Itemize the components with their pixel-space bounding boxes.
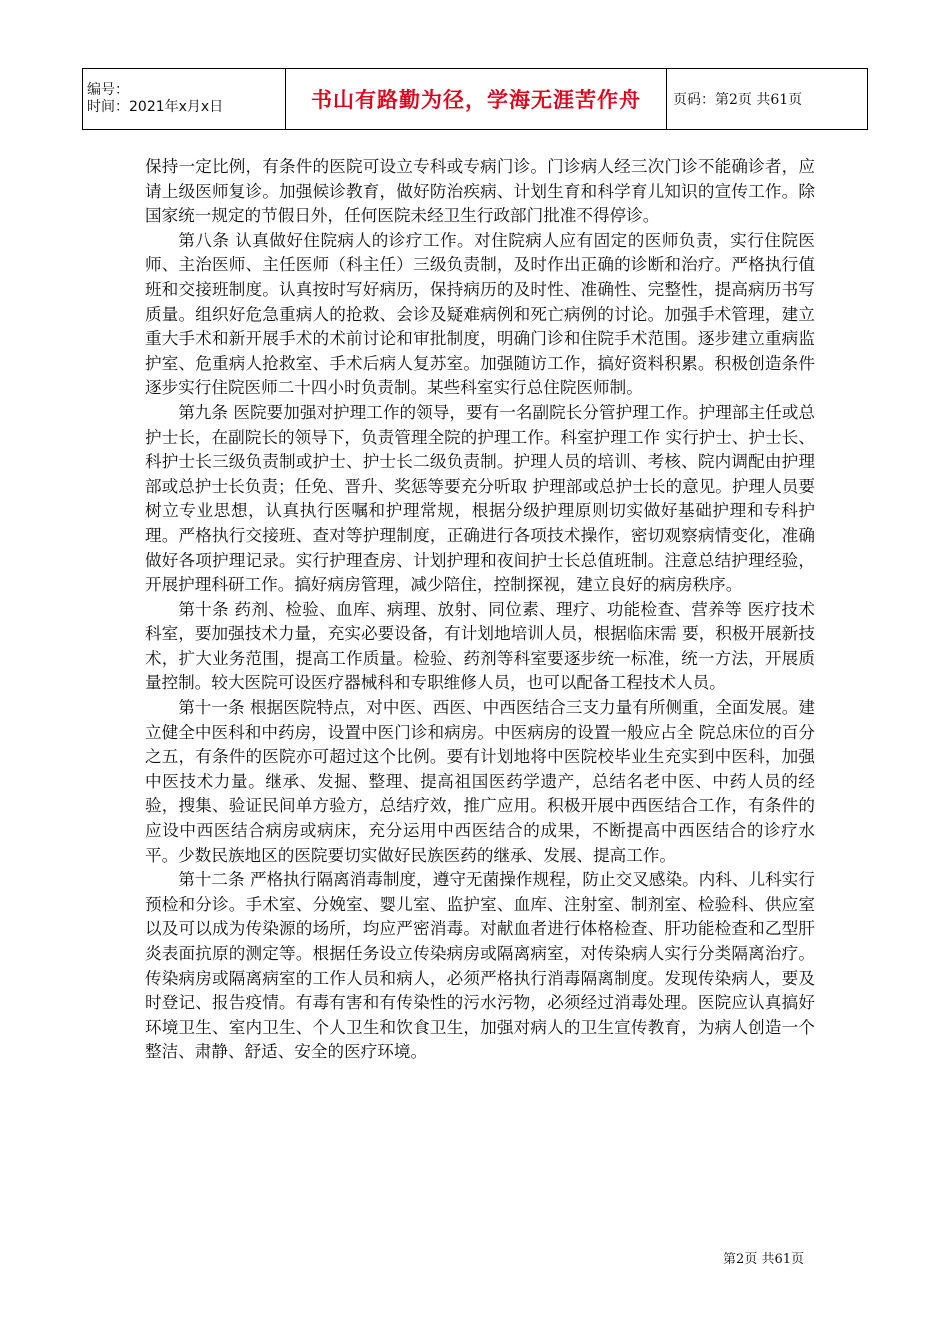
page-header [82, 68, 868, 130]
paragraph: 保持一定比例，有条件的医院可设立专科或专病门诊。门诊病人经三次门诊不能确诊者，应请上级医师复诊。加强候诊教育，做好防治疾病、计划生育和科学育儿知识的宣传工作。除国家统一规定的节假日外，任何医院未经卫生行政部门批准不得停诊。 [145, 157, 815, 226]
paragraph: 第十一条 根据医院特点，对中医、西医、中西医结合三支力量有所侧重，全面发展。建立健全中医科和中药房，设置中医门诊和病房。中医病房的设置一般应占全 院总床位的百分之五，有条件的医院亦可超过这个比例。要有计划地将中医院校毕业生充实到中医科，加强中医技术力量。继承、发掘、整理、提高祖国医药学遗产，总结名老中医、中药人员的经验，搜集、验证民间单方验方，总结疗效，推广应用。积极开展中西医结合工作，有条件的应设中西医结合病房或病床，充分运用中西医结合的成果，不断提高中西医结合的诊疗水平。少数民族地区的医院要切实做好民族医药的继承、发展、提高工作。 [145, 698, 815, 865]
header-meta [83, 69, 286, 130]
page-footer: 第2页 共61页 [723, 1252, 804, 1267]
paragraph: 第八条 认真做好住院病人的诊疗工作。对住院病人应有固定的医师负责，实行住院医师、主治医师、主任医师（科主任）三级负责制，及时作出正确的诊断和治疗。严格执行值班和交接班制度。认真按时写好病历，保持病历的及时性、准确性、完整性，提高病历书写质量。组织好危急重病人的抢救、会诊及疑难病例和死亡病例的讨论。加强手术管理，建立重大手术和新开展手术的术前讨论和审批制度，明确门诊和住院手术范围。逐步建立重病监护室、危重病人抢救室、手术后病人复苏室。加强随访工作，搞好资料积累。积极创造条件逐步实行住院医师二十四小时负责制。某些科室实行总住院医师制。 [145, 230, 815, 398]
header-page-info: 页码：第2页 共61页 [667, 69, 868, 130]
doc-time-label: 时间：2021年x月x日 [87, 99, 224, 115]
header-motto: 书山有路勤为径，学海无涯苦作舟 [286, 69, 667, 130]
paragraph: 第十二条 严格执行隔离消毒制度，遵守无菌操作规程，防止交叉感染。内科、儿科实行预检和分诊。手术室、分娩室、婴儿室、监护室、血库、注射室、制剂室、检验科、供应室以及可以成为传染源的场所，均应严密消毒。对献血者进行体格检查、肝功能检查和乙型肝炎表面抗原的测定等。根据任务设立传染病房或隔离病室，对传染病人实行分类隔离治疗。传染病房或隔离病室的工作人员和病人，必须严格执行消毒隔离制度。发现传染病人，要及时登记、报告疫情。有毒有害和有传染性的污水污物，必须经过消毒处理。医院应认真搞好环境卫生、室内卫生、个人卫生和饮食卫生，加强对病人的卫生宣传教育，为病人创造一个整洁、肃静、舒适、安全的医疗环境。 [145, 870, 815, 1062]
paragraph: 第十条 药剂、检验、血库、病理、放射、同位素、理疗、功能检查、营养等 医疗技术科室，要加强技术力量，充实必要设备，有计划地培训人员，根据临床需 要，积极开展新技术，扩大业务范围，提高工作质量。检验、药剂等科室要逐步统一标准，统一方法，开展质量控制。较大医院可设医疗器械科和专职维修人员，也可以配备工程技术人员。 [145, 599, 815, 693]
paragraph: 第九条 医院要加强对护理工作的领导，要有一名副院长分管护理工作。护理部主任或总护士长，在副院长的领导下，负责管理全院的护理工作。科室护理工作 实行护士、护士长、科护士长三级负责制或护士、护士长二级负责制。护理人员的培训、考核、院内调配由护理部或总护士长负责；任免、晋升、奖惩等要充分听取 护理部或总护士长的意见。护理人员要树立专业思想，认真执行医嘱和护理常规，根据分级护理原则切实做好基础护理和专科护理。严格执行交接班、查对等护理制度，正确进行各项技术操作，密切观察病情变化，准确做好各项护理记录。实行护理查房、计划护理和夜间护士长总值班制。注意总结护理经验，开展护理科研工作。搞好病房管理，减少陪住，控制探视，建立良好的病房秩序。 [145, 402, 815, 595]
doc-code-label: 编号： [87, 82, 129, 98]
document-body [145, 155, 815, 1065]
